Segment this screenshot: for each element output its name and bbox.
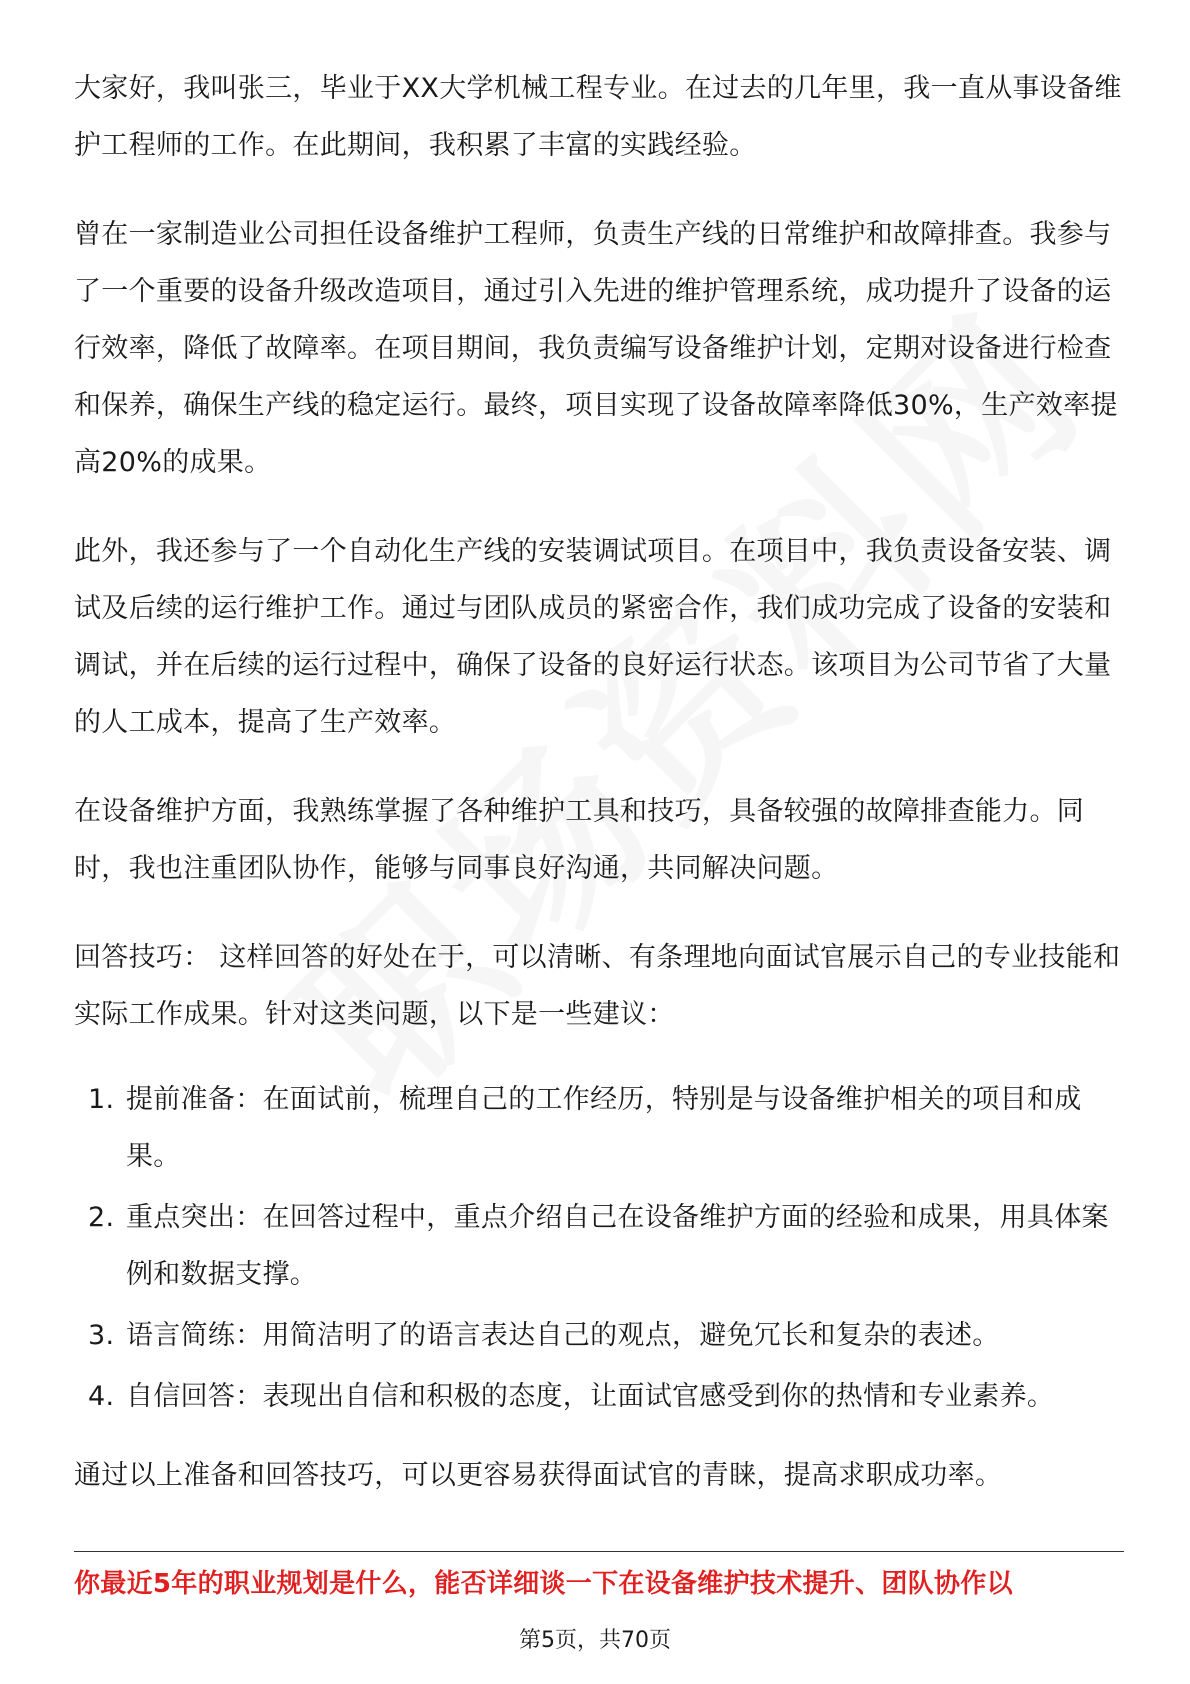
list-item-text: 提前准备：在面试前，梳理自己的工作经历，特别是与设备维护相关的项目和成果。 [126, 1084, 1082, 1172]
intro-paragraph: 大家好，我叫张三，毕业于XX大学机械工程专业。在过去的几年里，我一直从事设备维护工程师的工作。在此期间，我积累了丰富的实践经验。 [74, 73, 1122, 161]
divider [74, 1551, 1124, 1552]
project2-paragraph: 此外，我还参与了一个自动化生产线的安装调试项目。在项目中，我负责设备安装、调试及后续的运行维护工作。通过与团队成员的紧密合作，我们成功完成了设备的安装和调试，并在后续的运行过程中，确保了设备的良好运行状态。该项目为公司节省了大量的人工成本，提高了生产效率。 [74, 536, 1112, 738]
list-item [74, 1189, 1124, 1303]
list-item-text: 自信回答：表现出自信和积极的态度，让面试官感受到你的热情和专业素养。 [126, 1381, 1055, 1412]
skills-paragraph: 在设备维护方面，我熟练掌握了各种维护工具和技巧，具备较强的故障排查能力。同时，我也注重团队协作，能够与同事良好沟通，共同解决问题。 [74, 796, 1085, 884]
page-number: 第5页，共70页 [519, 1628, 671, 1653]
list-item [74, 1368, 1124, 1425]
answer-content [74, 60, 1124, 1536]
conclusion-paragraph: 通过以上准备和回答技巧，可以更容易获得面试官的青睐，提高求职成功率。 [74, 1460, 1003, 1491]
project1-paragraph: 曾在一家制造业公司担任设备维护工程师，负责生产线的日常维护和故障排查。我参与了一个重要的设备升级改造项目，通过引入先进的维护管理系统，成功提升了设备的运行效率，降低了故障率。在项目期间，我负责编写设备维护计划，定期对设备进行检查和保养，确保生产线的稳定运行。最终，项目实现了设备故障率降低30%，生产效率提高20%的成果。 [74, 219, 1118, 478]
list-item [74, 1307, 1124, 1364]
tips-list [74, 1071, 1124, 1425]
list-item-number: 2. [88, 1202, 115, 1233]
list-item-number: 4. [88, 1381, 115, 1412]
tips-intro-paragraph: 回答技巧： 这样回答的好处在于，可以清晰、有条理地向面试官展示自己的专业技能和实际工作成果。针对这类问题，以下是一些建议： [74, 942, 1121, 1030]
list-item-number: 1. [88, 1084, 115, 1115]
list-item-text: 语言简练：用简洁明了的语言表达自己的观点，避免冗长和复杂的表述。 [126, 1320, 1000, 1351]
list-item-text: 重点突出：在回答过程中，重点介绍自己在设备维护方面的经验和成果，用具体案例和数据支撑。 [126, 1202, 1109, 1290]
list-item-number: 3. [88, 1320, 115, 1351]
list-item [74, 1071, 1124, 1185]
next-question-heading: 你最近5年的职业规划是什么，能否详细谈一下在设备维护技术提升、团队协作以 [74, 1569, 1013, 1599]
